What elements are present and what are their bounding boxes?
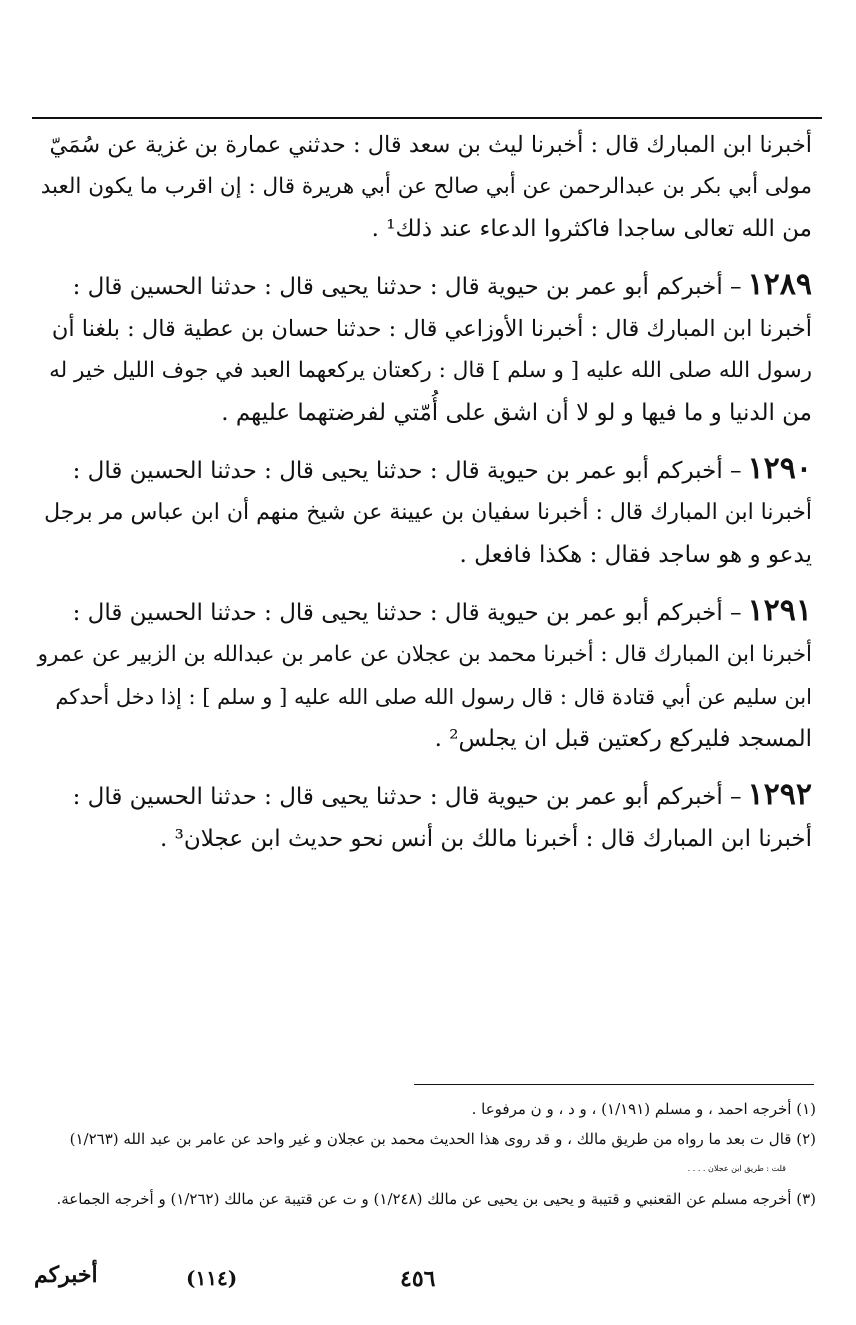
footnote: (١) أخرجه احمد ، و مسلم (١/١٩١) ، و د ، و ن مرفوعا . xyxy=(471,1100,816,1118)
text-line: يدعو و هو ساجد فقال : هكذا فافعل . xyxy=(459,542,812,568)
text-line: أخبرنا ابن المبارك قال : أخبرنا محمد بن عجلان عن عامر بن عبدالله بن الزبير عن عمرو xyxy=(37,642,812,667)
text-line-first xyxy=(38,448,812,492)
text-line: ابن سليم عن أبي قتادة قال : قال رسول الله صلى الله عليه [ و سلم ] : إذا دخل أحدكم xyxy=(55,685,812,709)
footnote: (٢) قال ت بعد ما رواه من طريق مالك ، و قد روى هذا الحديث محمد بن عجلان و غير واحد عن عامر بن عبد الله (١/٢٦٣) xyxy=(69,1130,816,1148)
text-line: من الدنيا و ما فيها و لو لا أن اشق على أُمّتي لفرضتهما عليهم . xyxy=(221,400,812,426)
text-line: أخبرنا ابن المبارك قال : أخبرنا مالك بن أنس نحو حديث ابن عجلان³ . xyxy=(160,826,812,852)
top-rule xyxy=(32,117,822,119)
text-line: من الله تعالى ساجدا فاكثروا الدعاء عند ذلك¹ . xyxy=(371,216,812,242)
text-line: رسول الله صلى الله عليه [ و سلم ] قال : ركعتان يركعهما العبد في جوف الليل خير له xyxy=(49,358,812,383)
body-text xyxy=(38,124,812,874)
hadith-number: ١٢٩١ xyxy=(747,593,812,628)
footnote-rule xyxy=(414,1084,814,1085)
hadith-1290 xyxy=(38,448,812,576)
hadith-1289 xyxy=(38,264,812,434)
hadith-number: ١٢٨٩ xyxy=(747,267,812,302)
hadith-1292 xyxy=(38,774,812,860)
text-line-first xyxy=(38,264,812,308)
text-line: أخبرنا ابن المبارك قال : أخبرنا الأوزاعي قال : حدثنا حسان بن عطية قال : بلغنا أن xyxy=(51,316,812,342)
footnotes xyxy=(26,1094,816,1214)
catchword: أخبركم xyxy=(34,1262,98,1288)
text-line: مولى أبي بكر بن عبدالرحمن عن أبي صالح عن أبي هريرة قال : إن اقرب ما يكون العبد xyxy=(40,174,812,199)
hadith-number: ١٢٩٢ xyxy=(747,777,812,812)
text-line: – أخبركم أبو عمر بن حيوية قال : حدثنا يحيى قال : حدثنا الحسين قال : xyxy=(72,274,742,300)
page-number: ٤٥٦ xyxy=(400,1266,436,1292)
text-line: أخبرنا ابن المبارك قال : أخبرنا ليث بن سعد قال : حدثني عمارة بن غزية عن سُمَيّ xyxy=(49,132,812,158)
hadith-number: ١٢٩٠ xyxy=(747,451,812,486)
text-line: المسجد فليركع ركعتين قبل ان يجلس² . xyxy=(434,726,812,752)
footnote: (٣) أخرجه مسلم عن القعنبي و قتيبة و يحيى بن يحيى عن مالك (١/٢٤٨) و ت عن قتيبة عن مالك (١/٢٦٢) و أخرجه الجماعة. xyxy=(56,1190,816,1208)
paragraph xyxy=(38,124,812,250)
page-footer xyxy=(0,1262,856,1298)
hadith-1291 xyxy=(38,590,812,760)
text-line: أخبرنا ابن المبارك قال : أخبرنا سفيان بن عيينة عن شيخ منهم أن ابن عباس مر برجل xyxy=(44,500,812,525)
text-line: – أخبركم أبو عمر بن حيوية قال : حدثنا يحيى قال : حدثنا الحسين قال : xyxy=(72,600,742,626)
text-line-first xyxy=(38,774,812,818)
footnote-continuation: قلت : طريق ابن عجلان . . . . xyxy=(687,1164,786,1173)
text-line: – أخبركم أبو عمر بن حيوية قال : حدثنا يحيى قال : حدثنا الحسين قال : xyxy=(72,784,742,810)
text-line-first xyxy=(38,590,812,634)
text-line: – أخبركم أبو عمر بن حيوية قال : حدثنا يحيى قال : حدثنا الحسين قال : xyxy=(72,458,742,484)
part-number: (١١٤) xyxy=(186,1266,238,1290)
